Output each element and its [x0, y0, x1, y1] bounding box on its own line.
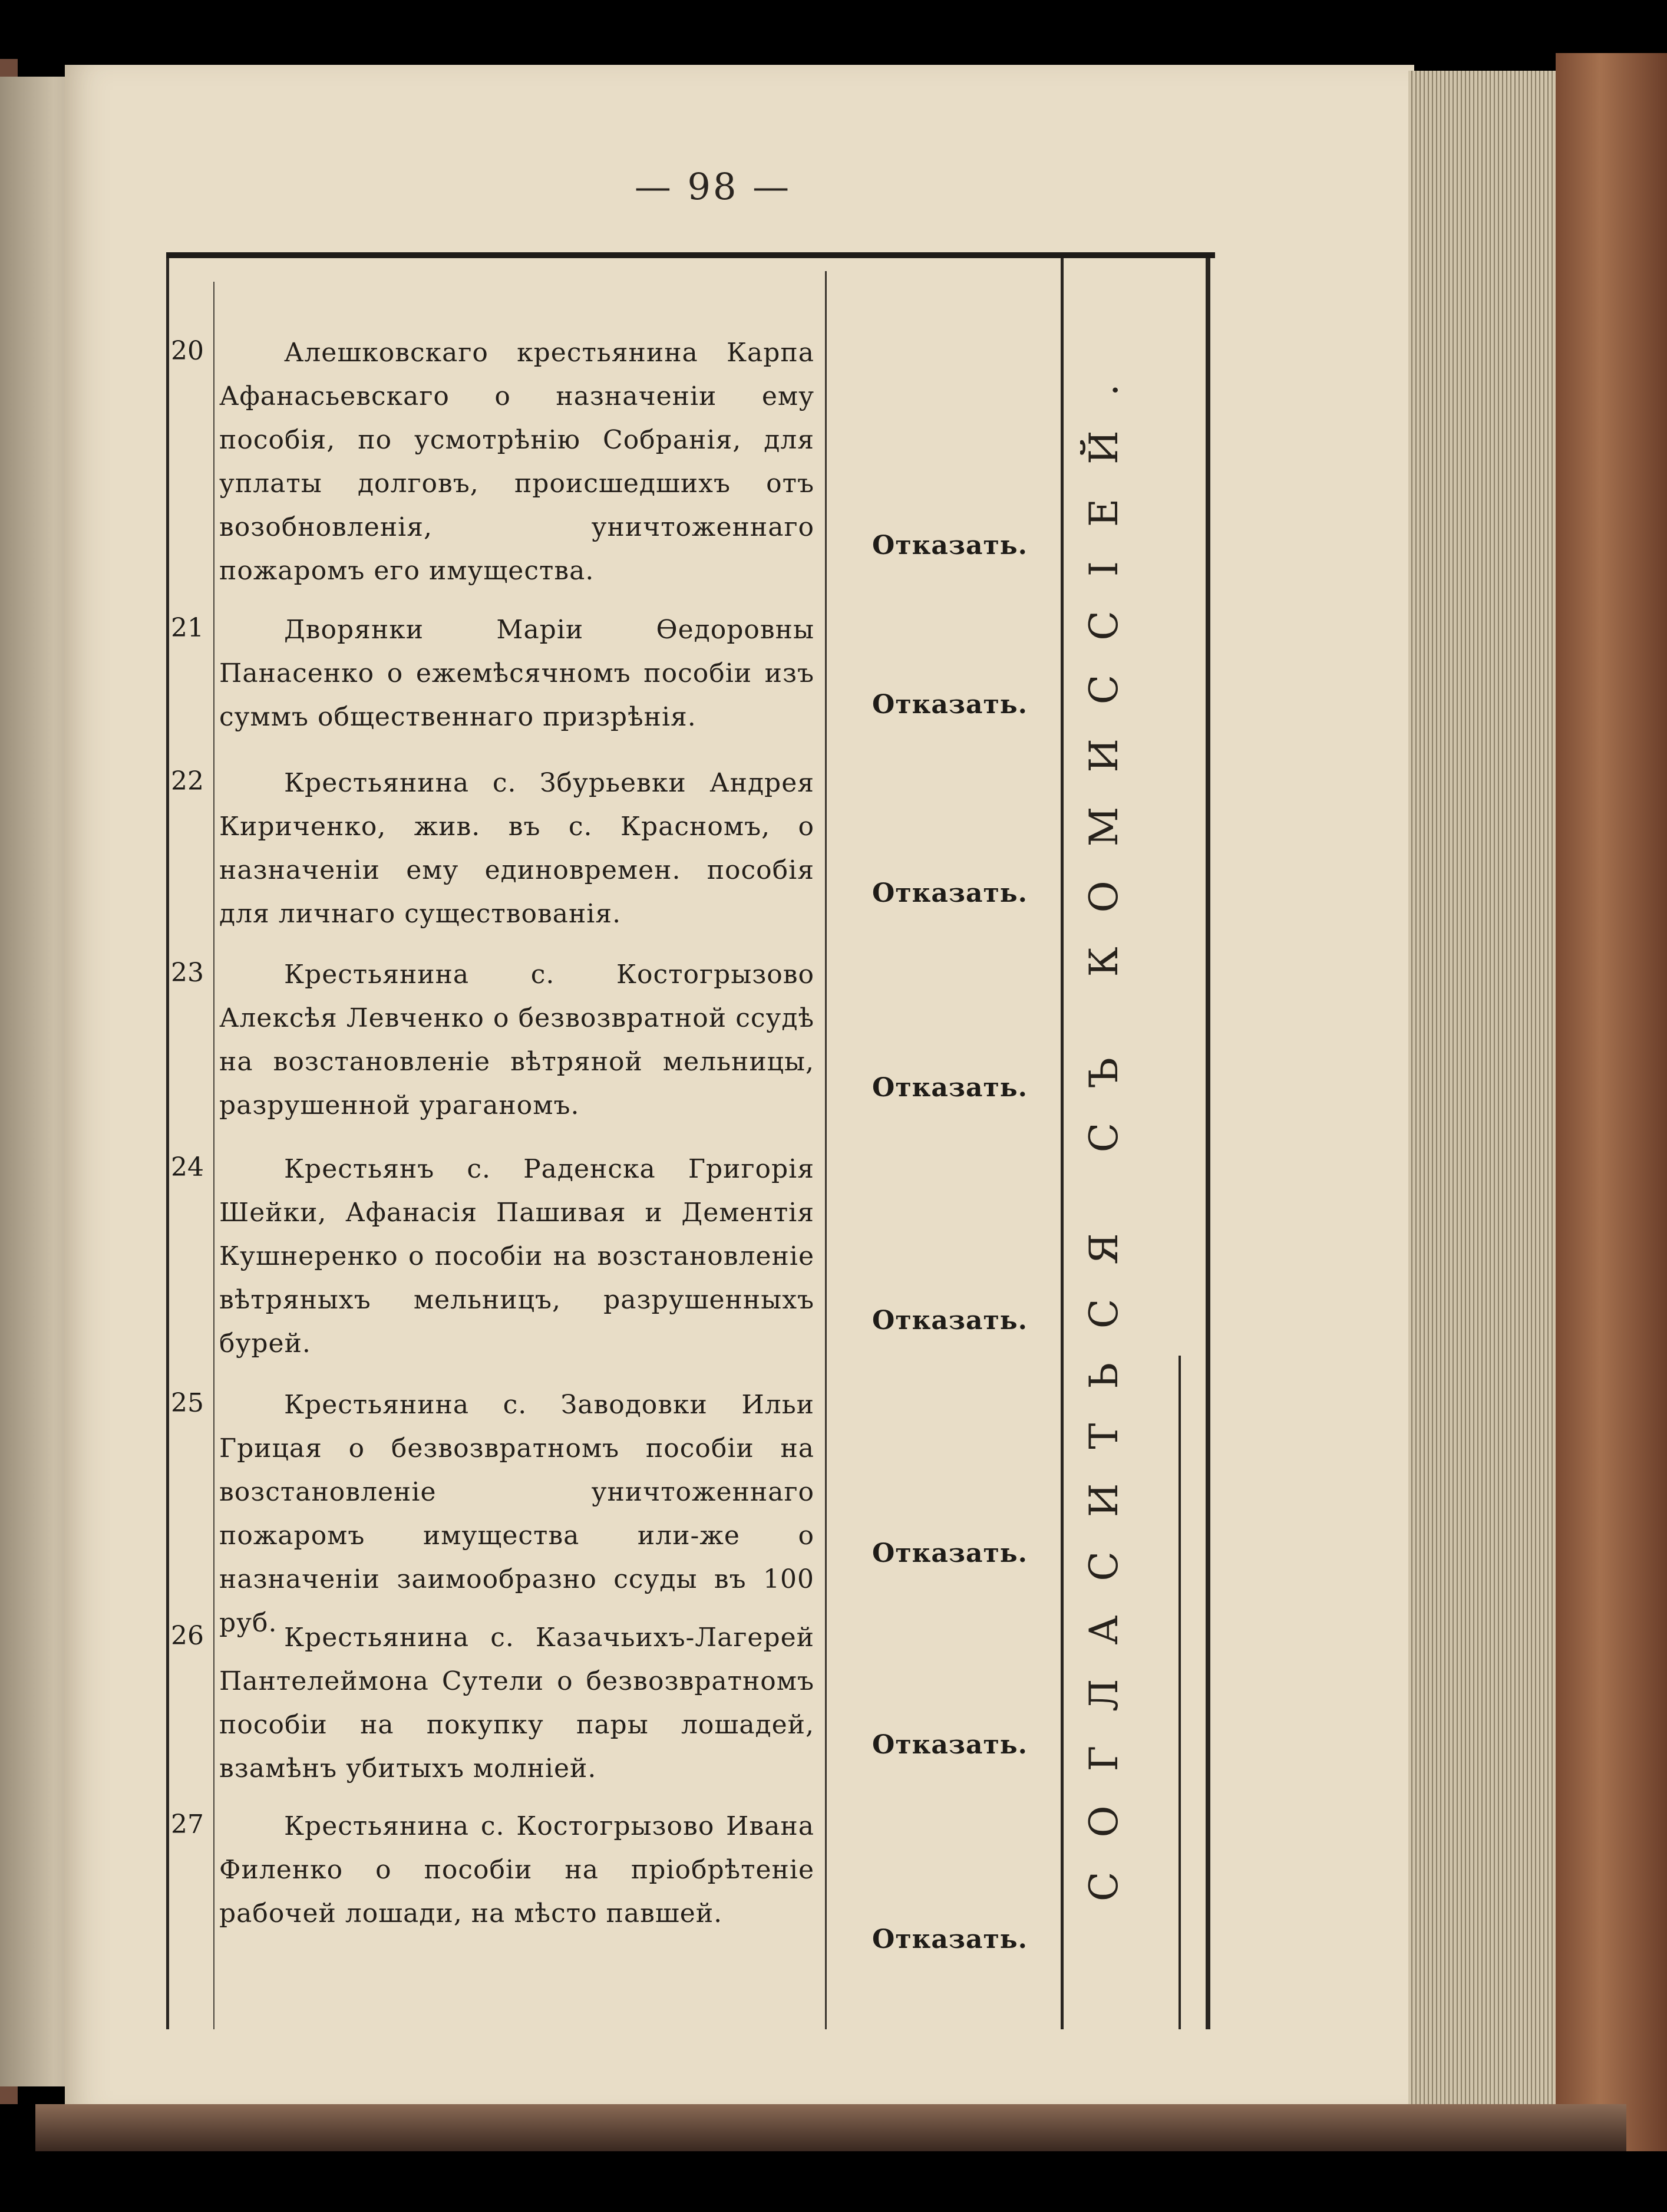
page-stack-edge	[1408, 71, 1573, 2104]
row-number: 27	[171, 1809, 204, 1840]
row-decision: Отказать.	[872, 530, 1028, 561]
row-decision: Отказать.	[872, 1306, 1028, 1336]
row-number: 23	[171, 958, 204, 988]
row-number: 26	[171, 1621, 204, 1651]
row-petition-text: Алешковскаго крестьянина Карпа Афанасьевскаго о назначеніи ему пособія, по усмотрѣнію Собранія, для уплаты долговъ, происшедшихъ отъ возобновленія, уничтоженнаго пожаромъ его имущества.	[219, 338, 814, 586]
row-number: 20	[171, 336, 204, 366]
table-right-border	[1206, 258, 1210, 2029]
row-number: 24	[171, 1152, 204, 1182]
row-decision: Отказать.	[872, 1538, 1028, 1568]
row-number: 25	[171, 1388, 204, 1418]
number-column-divider	[213, 282, 214, 2029]
row-petition-text: Крестьянина с. Заводовки Ильи Грицая о безвозвратномъ пособіи на возстановленіе уничтоженнаго пожаромъ имущества или-же о назначеніи заимообразно ссуды въ 100 руб.	[219, 1390, 814, 1638]
decision-column-divider	[1061, 258, 1064, 2029]
text-column-divider	[825, 271, 827, 2029]
book-bottom-edge	[35, 2104, 1626, 2151]
row-petition-text: Крестьянъ с. Раденска Григорія Шейки, Афанасія Пашивая и Дементія Кушнеренко о пособіи на возстановленіе вѣтряныхъ мельницъ, разрушенныхъ бурей.	[219, 1154, 814, 1359]
row-decision: Отказать.	[872, 878, 1028, 908]
page-number: — 98 —	[634, 165, 792, 208]
row-decision: Отказать.	[872, 1073, 1028, 1103]
row-decision: Отказать.	[872, 690, 1028, 720]
row-petition-text: Крестьянина с. Костогрызово Ивана Филенко о пособіи на пріобрѣтеніе рабочей лошади, на мѣсто павшей.	[219, 1811, 814, 1929]
row-number: 21	[171, 613, 204, 643]
row-decision: Отказать.	[872, 1730, 1028, 1760]
book-cover-edge	[1556, 53, 1667, 2151]
table-top-rule	[166, 252, 1215, 258]
row-number: 22	[171, 766, 204, 796]
row-petition-text: Дворянки Маріи Өедоровны Панасенко о ежемѣсячномъ пособіи изъ суммъ общественнаго призрѣнія.	[219, 615, 814, 732]
row-decision: Отказать.	[872, 1924, 1028, 1954]
row-petition-text: Крестьянина с. Збурьевки Андрея Кириченко, жив. въ с. Красномъ, о назначеніи ему единовремен. пособія для личнаго существованія.	[219, 768, 814, 929]
table-left-border	[166, 258, 169, 2029]
row-petition-text: Крестьянина с. Костогрызово Алексѣя Левченко о безвозвратной ссудѣ на возстановленіе вѣтряной мельницы, разрушенной ураганомъ.	[219, 960, 814, 1120]
row-petition-text: Крестьянина с. Казачьихъ-Лагерей Пантелеймона Сутели о безвозвратномъ пособіи на покупку пары лошадей, взамѣнъ убитыхъ молніей.	[219, 1623, 814, 1784]
side-resolution-text: СОГЛАСИТЬСЯ СЪ КОМИССІЕЙ.	[1081, 350, 1127, 1902]
